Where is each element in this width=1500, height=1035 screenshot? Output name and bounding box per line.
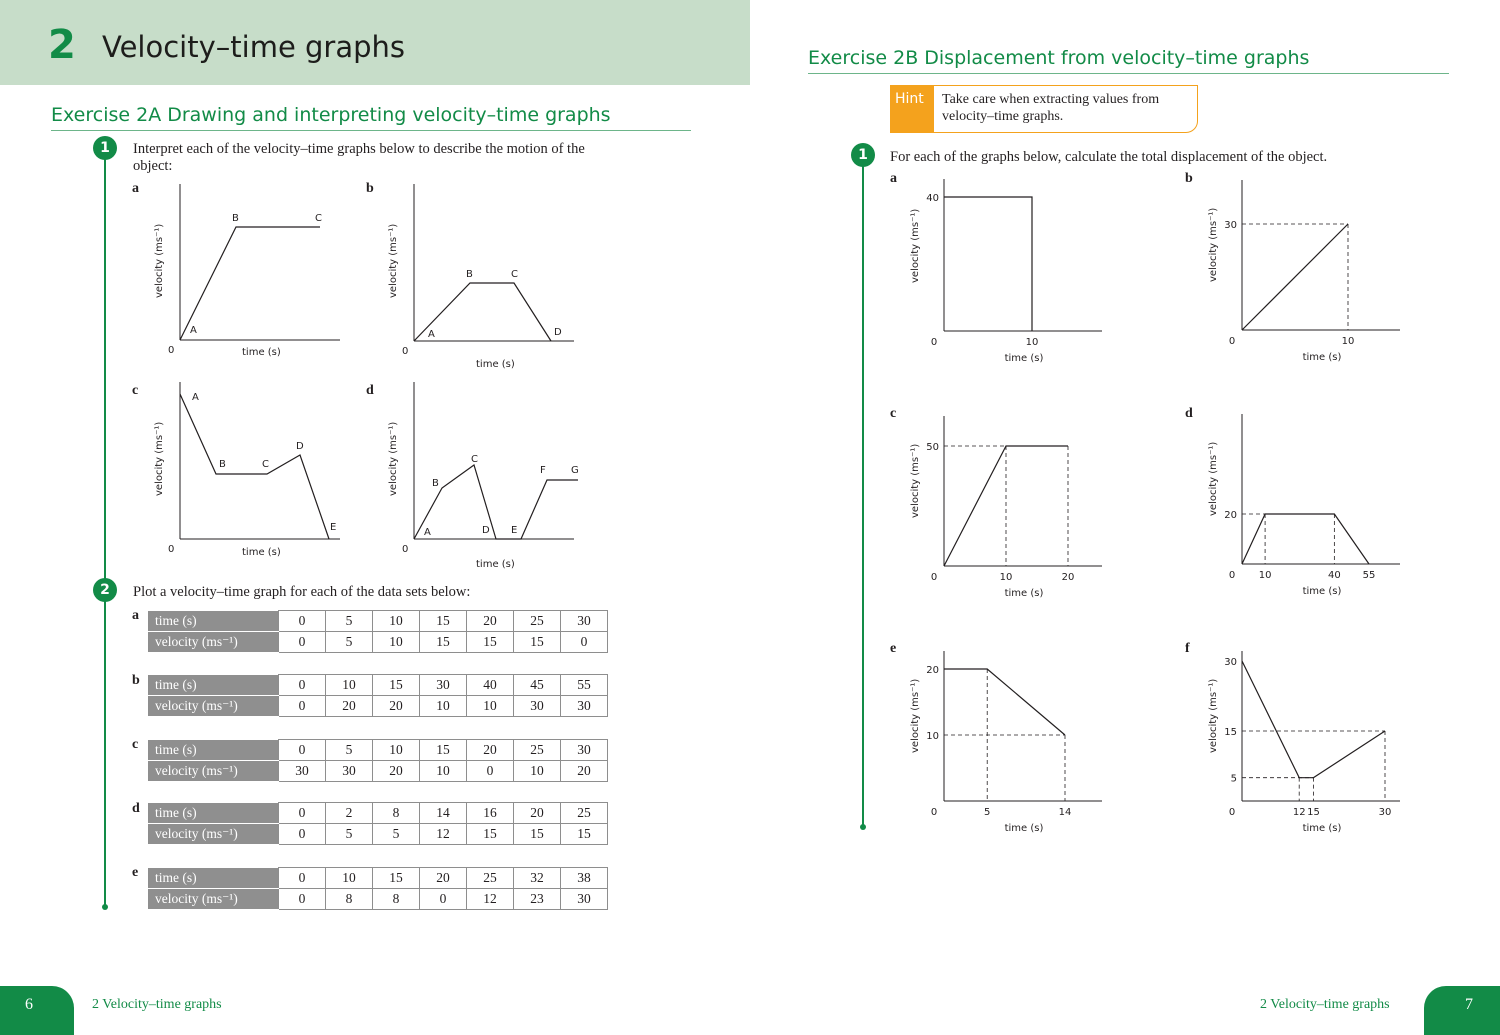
table-cell: 40 [467,675,514,696]
table-cell: 30 [279,761,326,782]
table-cell: 15 [373,868,420,889]
graph-2b-c [890,410,1130,610]
table-cell: 5 [326,611,373,632]
table-c-label: c [132,737,139,752]
table-cell: 10 [420,761,467,782]
table-cell: 15 [467,824,514,845]
data-table-e [148,867,608,910]
table-cell: 30 [561,611,608,632]
table-e-label: e [132,865,139,880]
y-axis-label: velocity (ms⁻¹) [154,223,165,298]
exercise-2a-heading: Exercise 2A Drawing and interpreting velocity–time graphs [51,104,611,126]
y-axis-label: velocity (ms⁻¹) [910,443,921,518]
graph-2b-b-label: b [1185,171,1193,186]
point-label: C [471,454,478,465]
x-tick-label: 20 [1061,572,1075,583]
exercise-2b-rule [808,73,1449,74]
table-cell: 20 [467,740,514,761]
y-tick-label: 15 [1224,727,1237,738]
footer-running-title-right: 2 Velocity–time graphs [1260,997,1390,1012]
table-cell: 5 [326,740,373,761]
graph-2a-a [140,180,360,370]
x-tick-label: 5 [984,807,991,818]
question-2b-1-number: 1 [851,143,875,167]
table-a-label: a [132,608,139,623]
graph-2b-b [1185,175,1425,375]
series-line [1242,514,1369,564]
table-cell: 30 [561,696,608,717]
x-axis-label: time (s) [1302,823,1342,834]
question-rule [862,165,864,825]
table-row [149,868,608,889]
table-cell: 12 [420,824,467,845]
x-tick-label: 0 [930,337,938,348]
point-label: B [432,478,439,489]
data-table-d [148,802,608,845]
row-header: velocity (ms⁻¹) [149,761,279,782]
table-cell: 30 [420,675,467,696]
y-tick-label: 30 [1224,657,1237,668]
table-cell: 0 [279,675,326,696]
table-cell: 0 [279,824,326,845]
table-row [149,611,608,632]
row-header: time (s) [149,803,279,824]
x-tick-label: 40 [1327,570,1341,581]
table-cell: 8 [373,803,420,824]
table-cell: 0 [279,696,326,717]
table-cell: 8 [373,889,420,910]
table-cell: 5 [326,824,373,845]
table-cell: 0 [279,611,326,632]
series-line [944,669,1065,735]
point-label: B [219,459,226,470]
table-cell: 55 [561,675,608,696]
point-label: C [315,213,322,224]
graph-2a-d [374,380,594,575]
table-row [149,824,608,845]
graph-2a-d-label: d [366,383,374,398]
table-cell: 20 [561,761,608,782]
table-row [149,696,608,717]
graph-2b-c-label: c [890,406,897,421]
y-axis-label: velocity (ms⁻¹) [1208,678,1219,753]
x-tick-label: 30 [1378,807,1392,818]
table-row [149,740,608,761]
table-cell: 25 [561,803,608,824]
table-cell: 20 [514,803,561,824]
x-tick-label: 0 [930,572,938,583]
graph-2a-c [140,380,360,570]
x-axis-label: time (s) [1302,586,1342,597]
question-2-number: 2 [93,578,117,602]
table-row [149,889,608,910]
series-line [944,197,1032,331]
row-header: velocity (ms⁻¹) [149,696,279,717]
table-cell: 20 [373,696,420,717]
table-cell: 0 [420,889,467,910]
x-tick-label: 0 [1228,570,1236,581]
row-header: time (s) [149,740,279,761]
table-cell: 10 [326,868,373,889]
table-cell: 2 [326,803,373,824]
chapter-number: 2 [48,22,76,68]
graph-2a-a-label: a [132,181,139,196]
origin-label: 0 [402,544,409,555]
table-cell: 15 [467,632,514,653]
y-tick-label: 30 [1224,220,1237,231]
point-label: A [192,392,199,403]
table-row [149,675,608,696]
table-cell: 14 [420,803,467,824]
table-cell: 10 [467,696,514,717]
point-label: A [190,325,197,336]
y-axis-label: velocity (ms⁻¹) [388,421,399,496]
table-cell: 0 [467,761,514,782]
table-cell: 0 [279,889,326,910]
graph-2a-b [374,180,594,375]
graph-2b-d-label: d [1185,406,1193,421]
y-tick-label: 5 [1230,773,1237,785]
data-table-b [148,674,608,717]
table-cell: 0 [561,632,608,653]
point-label: D [554,327,562,338]
graph-2b-e-label: e [890,641,897,656]
table-b-label: b [132,673,140,688]
question-end-dot [860,824,866,830]
table-cell: 15 [561,824,608,845]
y-tick-label: 40 [926,193,939,204]
graph-2b-f-label: f [1185,641,1190,656]
table-cell: 25 [514,611,561,632]
y-tick-label: 20 [1224,510,1237,521]
table-cell: 10 [373,740,420,761]
table-cell: 20 [373,761,420,782]
series-line [1242,661,1385,778]
origin-label: 0 [402,346,409,357]
point-label: C [511,269,518,280]
x-tick-label: 0 [1228,336,1236,347]
graph-2a-c-label: c [132,383,139,398]
question-1-number: 1 [93,136,117,160]
data-table-c [148,739,608,782]
table-cell: 30 [561,740,608,761]
hint-tag: Hint [890,85,934,133]
table-cell: 15 [420,611,467,632]
graph-2b-e [890,645,1130,845]
table-d-label: d [132,801,140,816]
table-cell: 30 [561,889,608,910]
table-cell: 23 [514,889,561,910]
row-header: velocity (ms⁻¹) [149,824,279,845]
footer-running-title-left: 2 Velocity–time graphs [92,997,222,1012]
table-cell: 45 [514,675,561,696]
table-cell: 10 [373,611,420,632]
y-axis-label: velocity (ms⁻¹) [388,223,399,298]
x-tick-label: 10 [1025,337,1039,348]
table-cell: 10 [420,696,467,717]
table-cell: 20 [326,696,373,717]
point-label: D [296,441,304,452]
hint-text: Take care when extracting values from velocity–time graphs. [942,92,1160,124]
point-label: F [540,465,546,476]
table-cell: 10 [373,632,420,653]
point-label: G [571,465,579,476]
y-axis-label: velocity (ms⁻¹) [154,421,165,496]
table-cell: 15 [420,632,467,653]
row-header: time (s) [149,868,279,889]
table-cell: 15 [373,675,420,696]
origin-label: 0 [168,345,175,356]
graph-2a-b-label: b [366,181,374,196]
y-axis-label: velocity (ms⁻¹) [910,678,921,753]
point-label: B [466,269,473,280]
table-cell: 25 [467,868,514,889]
x-axis-label: time (s) [1302,352,1342,363]
table-cell: 32 [514,868,561,889]
table-cell: 0 [279,632,326,653]
x-tick-label: 10 [1258,570,1272,581]
table-cell: 25 [514,740,561,761]
x-axis-label: time (s) [476,359,515,370]
row-header: velocity (ms⁻¹) [149,632,279,653]
x-tick-label: 12 [1292,807,1306,818]
x-axis-label: time (s) [1004,353,1044,364]
table-cell: 0 [279,868,326,889]
table-cell: 15 [420,740,467,761]
x-tick-label: 15 [1307,807,1320,818]
table-cell: 20 [467,611,514,632]
graph-2b-f [1185,645,1425,845]
point-label: C [262,459,269,470]
x-tick-label: 10 [1341,336,1355,347]
y-axis-label: velocity (ms⁻¹) [1208,441,1219,516]
table-cell: 12 [467,889,514,910]
x-axis-label: time (s) [242,347,281,358]
table-cell: 15 [514,632,561,653]
x-tick-label: 55 [1362,570,1376,581]
table-cell: 5 [373,824,420,845]
table-cell: 15 [514,824,561,845]
row-header: velocity (ms⁻¹) [149,889,279,910]
question-2-text: Plot a velocity–time graph for each of the data sets below: [133,584,471,600]
data-table-a [148,610,608,653]
point-label: A [428,329,435,340]
table-cell: 20 [420,868,467,889]
row-header: time (s) [149,611,279,632]
question-rule [104,150,106,590]
row-header: time (s) [149,675,279,696]
table-cell: 38 [561,868,608,889]
graph-2b-d [1185,410,1425,610]
point-label: D [482,525,490,536]
x-tick-label: 14 [1058,807,1072,818]
table-cell: 10 [326,675,373,696]
question-end-dot [102,904,108,910]
page-number-right: 7 [1424,986,1500,1035]
table-cell: 5 [326,632,373,653]
x-axis-label: time (s) [1004,823,1044,834]
point-label: E [511,525,518,536]
series-line [1242,224,1348,330]
y-tick-label: 20 [926,665,939,676]
y-tick-label: 10 [926,731,939,742]
question-2b-1-text: For each of the graphs below, calculate the total displacement of the object. [890,149,1328,165]
origin-label: 0 [168,544,175,555]
point-label: E [330,522,337,533]
x-axis-label: time (s) [476,559,515,570]
point-label: B [232,213,239,224]
x-tick-label: 10 [999,572,1013,583]
x-tick-label: 0 [930,807,938,818]
y-tick-label: 50 [926,442,939,453]
table-cell: 30 [326,761,373,782]
x-tick-label: 0 [1228,807,1236,818]
exercise-2b-heading: Exercise 2B Displacement from velocity–time graphs [808,47,1310,69]
point-label: A [424,527,431,538]
x-axis-label: time (s) [1004,588,1044,599]
table-cell: 0 [279,740,326,761]
page-number-left: 6 [0,986,74,1035]
table-cell: 0 [279,803,326,824]
y-axis-label: velocity (ms⁻¹) [910,208,921,283]
table-row [149,803,608,824]
question-1-text: Interpret each of the velocity–time graphs below to describe the motion of the object: [133,141,585,174]
graph-2b-a-label: a [890,171,897,186]
table-cell: 8 [326,889,373,910]
table-row [149,761,608,782]
table-cell: 10 [514,761,561,782]
table-row [149,632,608,653]
x-axis-label: time (s) [242,547,281,558]
y-axis-label: velocity (ms⁻¹) [1208,207,1219,282]
exercise-2a-rule [51,130,691,131]
table-cell: 16 [467,803,514,824]
chapter-title: Velocity–time graphs [102,30,405,64]
graph-2b-a [890,175,1130,375]
question-rule [104,600,106,906]
table-cell: 30 [514,696,561,717]
